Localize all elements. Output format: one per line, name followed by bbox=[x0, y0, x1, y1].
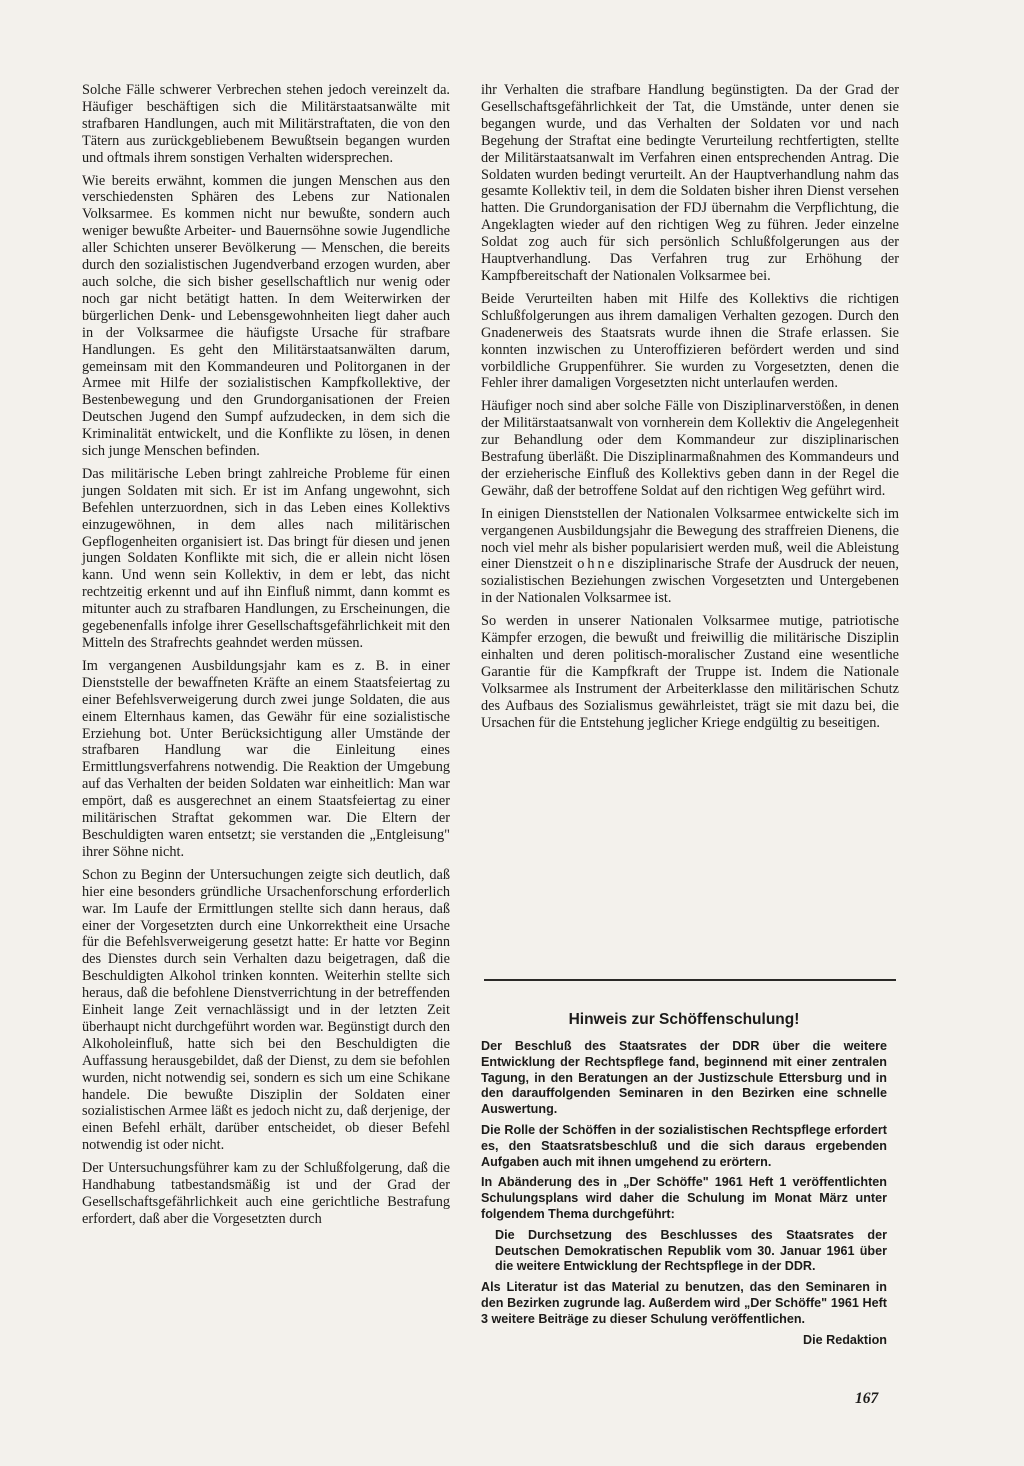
body-paragraph: Wie bereits erwähnt, kommen die jungen Menschen aus den verschiedensten Sphären des Lebens zur Nationalen Volksarmee. Es kommen nicht nur bewußte, sondern auch weniger bewußte Arbeiter- und Bauernsöhne sowie Jugendliche aller Schichten unserer Bevölkerung — Menschen, die bereits durch den sozialistischen Jugendverband erzogen wurden, aber auch solche, die sich bisher gesellschaftlich nur wenig oder noch gar nicht betätigt hatten. In dem Weiterwirken der bürgerlichen Denk- und Lebensgewohnheiten liegt daher auch in der Volksarmee die häufigste Ursache für strafbare Handlungen. Es geht den Militärstaatsanwälten darum, gemeinsam mit den Kommandeuren und Politorganen in der Armee mit Hilfe der sozialistischen Kampfkollektive, der Bestenbewegung und den Grundorganisationen der Freien Deutschen Jugend den Sumpf aufzudecken, in dem sich die Kriminalität entwickelt, und die Konflikte zu lösen, in denen sich junge Menschen befinden. bbox=[82, 172, 450, 460]
notice-theme: Die Durchsetzung des Beschlusses des Staatsrates der Deutschen Demokratischen Republik vom 30. Januar 1961 über die weitere Entwicklung der Rechtspflege in der DDR. bbox=[495, 1227, 887, 1274]
body-paragraph: Das militärische Leben bringt zahlreiche Probleme für einen jungen Soldaten mit sich. Er ist im Anfang ungewohnt, sich Befehlen unterzuordnen, sich in das Leben eines Kollektivs einzugewöhnen, in dem alles nach militärischen Gepflogenheiten organisiert ist. Das bringt für diesen und jenen jungen Soldaten Konflikte mit sich, die er allein nicht lösen kann. Und wenn sein Kollektiv, in dem er lebt, das nicht rechtzeitig erkennt und auf ihn Einfluß nimmt, dann kommt es mitunter auch zu strafbaren Handlungen, zu Erscheinungen, die gegebenenfalls infolge ihrer Gesellschaftsgefährlichkeit mit den Mitteln des Strafrechts geahndet werden müssen. bbox=[82, 465, 450, 651]
section-divider bbox=[484, 979, 896, 981]
notice-title: Hinweis zur Schöffenschulung! bbox=[568, 1011, 800, 1028]
notice-box bbox=[481, 1010, 887, 1353]
body-paragraph: Schon zu Beginn der Untersuchungen zeigte sich deutlich, daß hier eine besonders gründliche Ursachenforschung erforderlich war. Im Laufe der Ermittlungen stellte sich dann heraus, daß einer der Vorgesetzten durch eine Unkorrektheit eine Ursache für die Befehlsverweigerung gesetzt hatte: Er hatte vor Beginn des Dienstes durch sein Verhalten dazu beigetragen, daß die Beschuldigten Alkohol trinken konnten. Weiterhin stellte sich heraus, daß die befohlene Dienstverrichtung in der betreffenden Einheit lange Zeit vernachlässigt und in der letzten Zeit überhaupt nicht durchgeführt worden war. Begünstigt durch den Alkoholeinfluß, hatte sich bei den Beschuldigten die Auffassung herausgebildet, daß der Dienst, zu dem sie befohlen wurden, nicht notwendig sei, sondern es sich um eine Schikane handele. Die bewußte Disziplin der Soldaten einer sozialistischen Armee läßt es jedoch nicht zu, daß derjenige, der einen Befehl erhält, darüber entscheidet, ob dieser Befehl notwendig ist oder nicht. bbox=[82, 866, 450, 1154]
page-number: 167 bbox=[855, 1390, 879, 1407]
notice-paragraph: Der Beschluß des Staatsrates der DDR über die weitere Entwicklung der Rechtspflege fand, beginnend mit einer zentralen Tagung, in den Beratungen an der Justizschule Ettersburg und in den darauffolgenden Seminaren in den Bezirken eine schnelle Auswertung. bbox=[481, 1039, 887, 1117]
body-paragraph: So werden in unserer Nationalen Volksarmee mutige, patriotische Kämpfer erzogen, die bewußt und freiwillig die militärische Disziplin einhalten und deren politisch-moralischer Zustand eine wesentliche Garantie für die Kampfkraft der Truppe ist. Indem die Nationale Volksarmee als Instrument der Arbeiterklasse den militärischen Schutz des Aufbaus des Sozialismus gewährleistet, trägt sie mit dazu bei, die Ursachen für die Entstehung jeglicher Kriege endgültig zu beseitigen. bbox=[481, 613, 899, 731]
notice-paragraph: In Abänderung des in „Der Schöffe" 1961 Heft 1 veröffentlichten Schulungsplans wird daher die Schulung im Monat März unter folgendem Thema durchgeführt: bbox=[481, 1175, 887, 1221]
body-paragraph: Im vergangenen Ausbildungsjahr kam es z. B. in einer Dienststelle der bewaffneten Kräfte an einem Staatsfeiertag zu einer Befehlsverweigerung durch zwei junge Soldaten, die aus einem Elternhaus kamen, das Gewähr für eine sozialistische Erziehung bot. Unter Berücksichtigung aller Umstände der strafbaren Handlung war die Einleitung eines Ermittlungsverfahrens notwendig. Die Reaktion der Umgebung auf das Verhalten der beiden Soldaten war einheitlich: Man war empört, daß es ausgerechnet an einem Staatsfeiertag zu einer militärischen Straftat gekommen war. Die Eltern der Beschuldigten waren entsetzt; sie verstanden die „Entgleisung" ihrer Söhne nicht. bbox=[82, 657, 450, 860]
right-text-column bbox=[481, 82, 899, 738]
body-paragraph: ihr Verhalten die strafbare Handlung begünstigten. Da der Grad der Gesellschaftsgefährlichkeit der Tat, die Umstände, unter denen sie begangen wurde, und das Verhalten der Soldaten vor und nach Begehung der Straftat eine bedingte Verurteilung rechtfertigten, stellte der Militärstaatsanwalt im Verfahren einen entsprechenden Antrag. Die Soldaten wurden bedingt verurteilt. An der Hauptverhandlung nahm das gesamte Kollektiv teil, in dem die Soldaten bisher ihren Dienst versehen hatten. Die Grundorganisation der FDJ übernahm die Verpflichtung, die Angeklagten wieder auf den richtigen Weg zu führen. Jeder einzelne Soldat zog auch für sich persönlich Schlußfolgerungen aus der Hauptverhandlung. Das Verfahren trug zur Erhöhung der Kampfbereitschaft der Nationalen Volksarmee bei. bbox=[481, 82, 899, 284]
notice-paragraph: Die Rolle der Schöffen in der sozialistischen Rechtspflege erfordert es, den Staatsratsbeschluß und die sich daraus ergebenden Aufgaben auch mit ihnen umgehend zu erörtern. bbox=[481, 1122, 887, 1169]
body-paragraph bbox=[481, 506, 899, 607]
emphasized-word: ohne bbox=[577, 556, 618, 573]
left-text-column bbox=[82, 82, 450, 1234]
paragraph-text: disziplinarische Strafe der Ausdruck der neuen, sozialistischen Beziehungen zwischen Vorgesetzten und Untergebenen in der Nationalen Volksarmee ist. bbox=[481, 556, 899, 607]
notice-literature: Als Literatur ist das Material zu benutzen, das den Seminaren in den Bezirken zugrunde lag. Außerdem wird „Der Schöffe" 1961 Heft 3 weitere Beiträge zu dieser Schulung veröffentlichen. bbox=[481, 1280, 887, 1326]
body-paragraph: Häufiger noch sind aber solche Fälle von Disziplinarverstößen, in denen der Militärstaatsanwalt von vornherein dem Kollektiv die Angelegenheit zur Behandlung oder dem Kommandeur zur disziplinarischen Bestrafung überläßt. Die Disziplinarmaßnahmen des Kommandeurs und der erzieherische Einfluß des Kollektivs geben dann in der Regel die Gewähr, daß der betroffene Soldat auf den richtigen Weg geführt wird. bbox=[481, 398, 899, 499]
body-paragraph: Solche Fälle schwerer Verbrechen stehen jedoch vereinzelt da. Häufiger beschäftigen sich die Militärstaatsanwälte mit strafbaren Handlungen, auch mit Militärstraftaten, die von den Tätern aus zurückgebliebenem Bewußtsein begangen wurden und oftmals ihrem sonstigen Verhalten widersprechen. bbox=[82, 82, 450, 166]
notice-signature: Die Redaktion bbox=[803, 1332, 887, 1347]
paragraph-text: In einigen Dienststellen der Nationalen Volksarmee entwickelte sich im vergangenen Ausbildungsjahr die Bewegung des straffreien Dienens, die noch viel mehr als bisher popularisiert werden muß, weil die Ableistung einer Dienstzeit bbox=[481, 505, 899, 573]
body-paragraph: Der Untersuchungsführer kam zu der Schlußfolgerung, daß die Handhabung tatbestandsmäßig ist und der Grad der Gesellschaftsgefährlichkeit auch eine gerichtliche Bestrafung erfordert, daß aber die Vorgesetzten durch bbox=[82, 1160, 450, 1227]
body-paragraph: Beide Verurteilten haben mit Hilfe des Kollektivs die richtigen Schlußfolgerungen aus ihrem damaligen Verhalten gezogen. Durch den Gnadenerweis des Staatsrats wurde ihnen die Strafe erlassen. Sie konnten inzwischen zu Unteroffizieren befördert werden und sind vorbildliche Gruppenführer. Sie wurden zu Vorgesetzten, denen die Fehler ihrer damaligen Vorgesetzten nicht unterlaufen werden. bbox=[481, 290, 899, 392]
